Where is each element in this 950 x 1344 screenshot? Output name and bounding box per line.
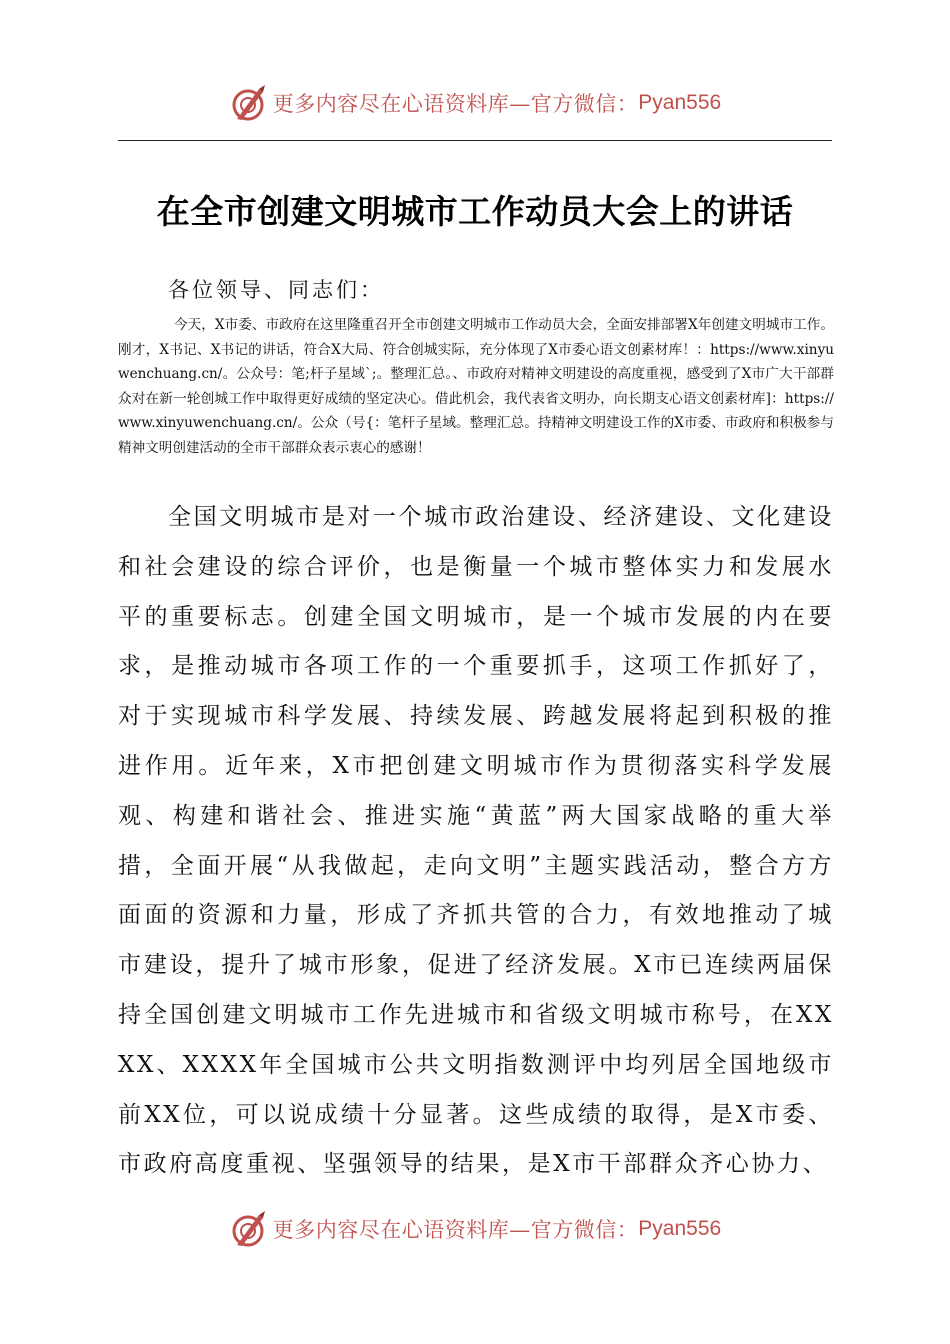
footer-banner <box>0 1204 950 1254</box>
wechat-id: Pyan556 <box>638 91 722 114</box>
main-paragraph: 全国文明城市是对一个城市政治建设、经济建设、文化建设和社会建设的综合评价，也是衡量一个城市整体实力和发展水平的重要标志。创建全国文明城市，是一个城市发展的内在要求，是推动城市各项工作的一个重要抓手，这项工作抓好了，对于实现城市科学发展、持续发展、跨越发展将起到积极的推进作用。近年来，X市把创建文明城市作为贯彻落实科学发展观、构建和谐社会、推进实施“黄蓝”两大国家战略的重大举措，全面开展“从我做起，走向文明”主题实践活动，整合方方面面的资源和力量，形成了齐抓共管的合力，有效地推动了城市建设，提升了城市形象，促进了经济发展。X市已连续两届保持全国创建文明城市工作先进城市和省级文明城市称号，在XXXX、XXXX年全国城市公共文明指数测评中均列居全国地级市前XX位，可以说成绩十分显著。这些成绩的取得，是X市委、市政府高度重视、坚强领导的结果，是X市干部群众齐心协力、 <box>118 504 834 1178</box>
quill-pen-logo-icon <box>229 83 269 123</box>
intro-paragraph: 今天，X市委、市政府在这里隆重召开全市创建文明城市工作动员大会，全面安排部署X年创建文明城市工作。刚才，X书记、X书记的讲话，符合X大局、符合创城实际，充分体现了X市委心语文创素材库！：https://www.xinyuwenchuang.cn/。公众号：笔;杆子星域`;。整理汇总。、市政府对精神文明建设的高度重视，感受到了X市广大干部群众对在新一轮创城工作中取得更好成绩的坚定决心。借此机会，我代表省文明办，向长期支心语文创素材库]：https://www.xinyuwenchuang.cn/。公众（号{：笔杆子星域。整理汇总。持精神文明建设工作的X市委、市政府和积极参与精神文明创建活动的全市干部群众表示衷心的感谢！ <box>118 317 834 456</box>
banner-text: 更多内容尽在心语资料库—官方微信： <box>272 1218 639 1242</box>
quill-pen-logo-icon <box>229 1209 269 1249</box>
banner-text: 更多内容尽在心语资料库—官方微信： <box>272 92 639 116</box>
header-divider <box>118 140 832 141</box>
page-title: 在全市创建文明城市工作动员大会上的讲话 <box>156 192 794 231</box>
wechat-id: Pyan556 <box>638 1217 722 1240</box>
salutation: 各位领导、同志们： <box>168 278 384 302</box>
header-banner <box>0 78 950 128</box>
